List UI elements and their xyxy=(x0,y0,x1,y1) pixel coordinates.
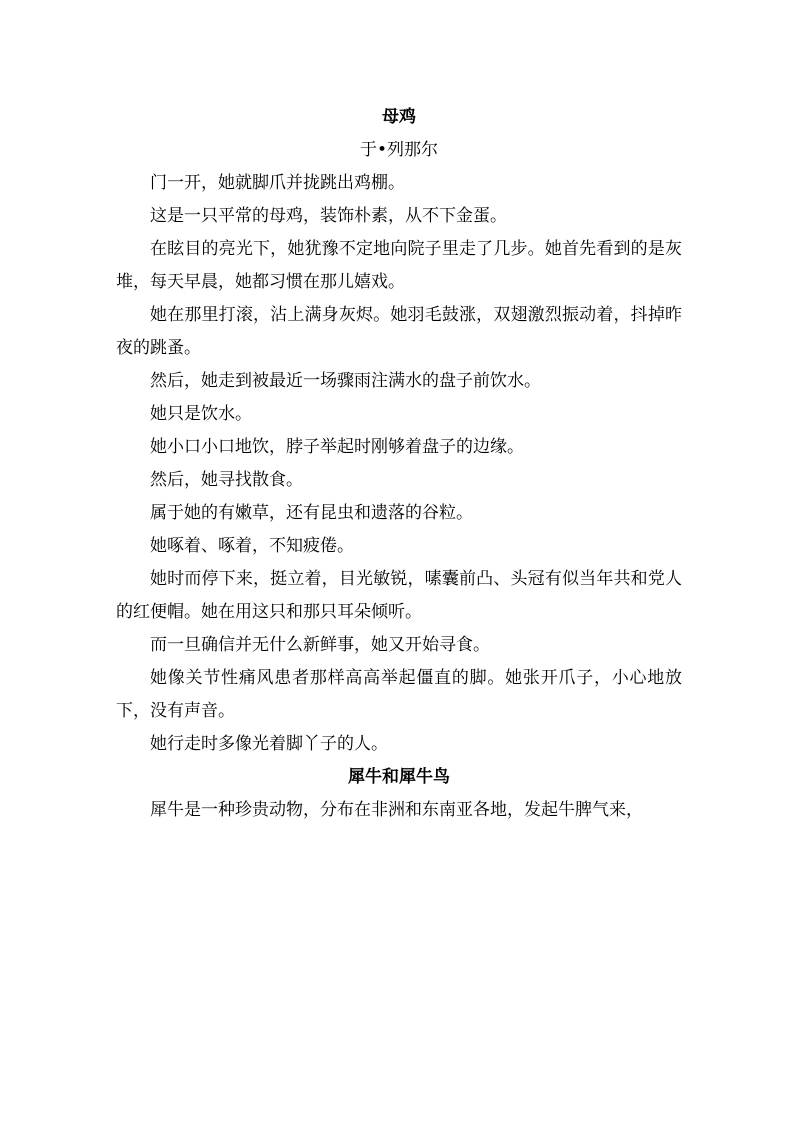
paragraph: 这是一只平常的母鸡，装饰朴素，从不下金蛋。 xyxy=(150,206,507,226)
paragraph: 她时而停下来，挺立着，目光敏锐，嗉囊前凸、头冠有似当年共和党人的红便帽。她在用这只和那只耳朵倾听。 xyxy=(116,569,682,622)
paragraph: 而一旦确信并无什么新鲜事，她又开始寻食。 xyxy=(150,635,490,655)
paragraph: 她啄着、啄着，不知疲倦。 xyxy=(150,536,354,556)
paragraph: 在眩目的亮光下，她犹豫不定地向院子里走了几步。她首先看到的是灰堆，每天早晨，她都习惯在那儿嬉戏。 xyxy=(116,239,682,292)
paragraph: 她只是饮水。 xyxy=(150,404,252,424)
paragraph: 她小口小口地饮，脖子举起时刚够着盘子的边缘。 xyxy=(150,437,524,457)
paragraph: 属于她的有嫩草，还有昆虫和遗落的谷粒。 xyxy=(150,503,473,523)
paragraph: 然后，她走到被最近一场骤雨注满水的盘子前饮水。 xyxy=(150,371,541,391)
article-title-rhino: 犀牛和犀牛鸟 xyxy=(348,767,450,787)
document-content xyxy=(116,101,682,827)
paragraph: 犀牛是一种珍贵动物，分布在非洲和东南亚各地，发起牛脾气来， xyxy=(150,800,643,820)
article-title-hen: 母鸡 xyxy=(382,107,416,127)
paragraph: 门一开，她就脚爪并拢跳出鸡棚。 xyxy=(150,173,405,193)
article-author: 于•列那尔 xyxy=(359,140,439,160)
paragraph: 然后，她寻找散食。 xyxy=(150,470,303,490)
paragraph: 她像关节性痛风患者那样高高举起僵直的脚。她张开爪子，小心地放下，没有声音。 xyxy=(116,668,682,721)
paragraph: 她在那里打滚，沾上满身灰烬。她羽毛鼓涨，双翅激烈振动着，抖掉昨夜的跳蚤。 xyxy=(116,305,682,358)
paragraph: 她行走时多像光着脚丫子的人。 xyxy=(150,734,388,754)
